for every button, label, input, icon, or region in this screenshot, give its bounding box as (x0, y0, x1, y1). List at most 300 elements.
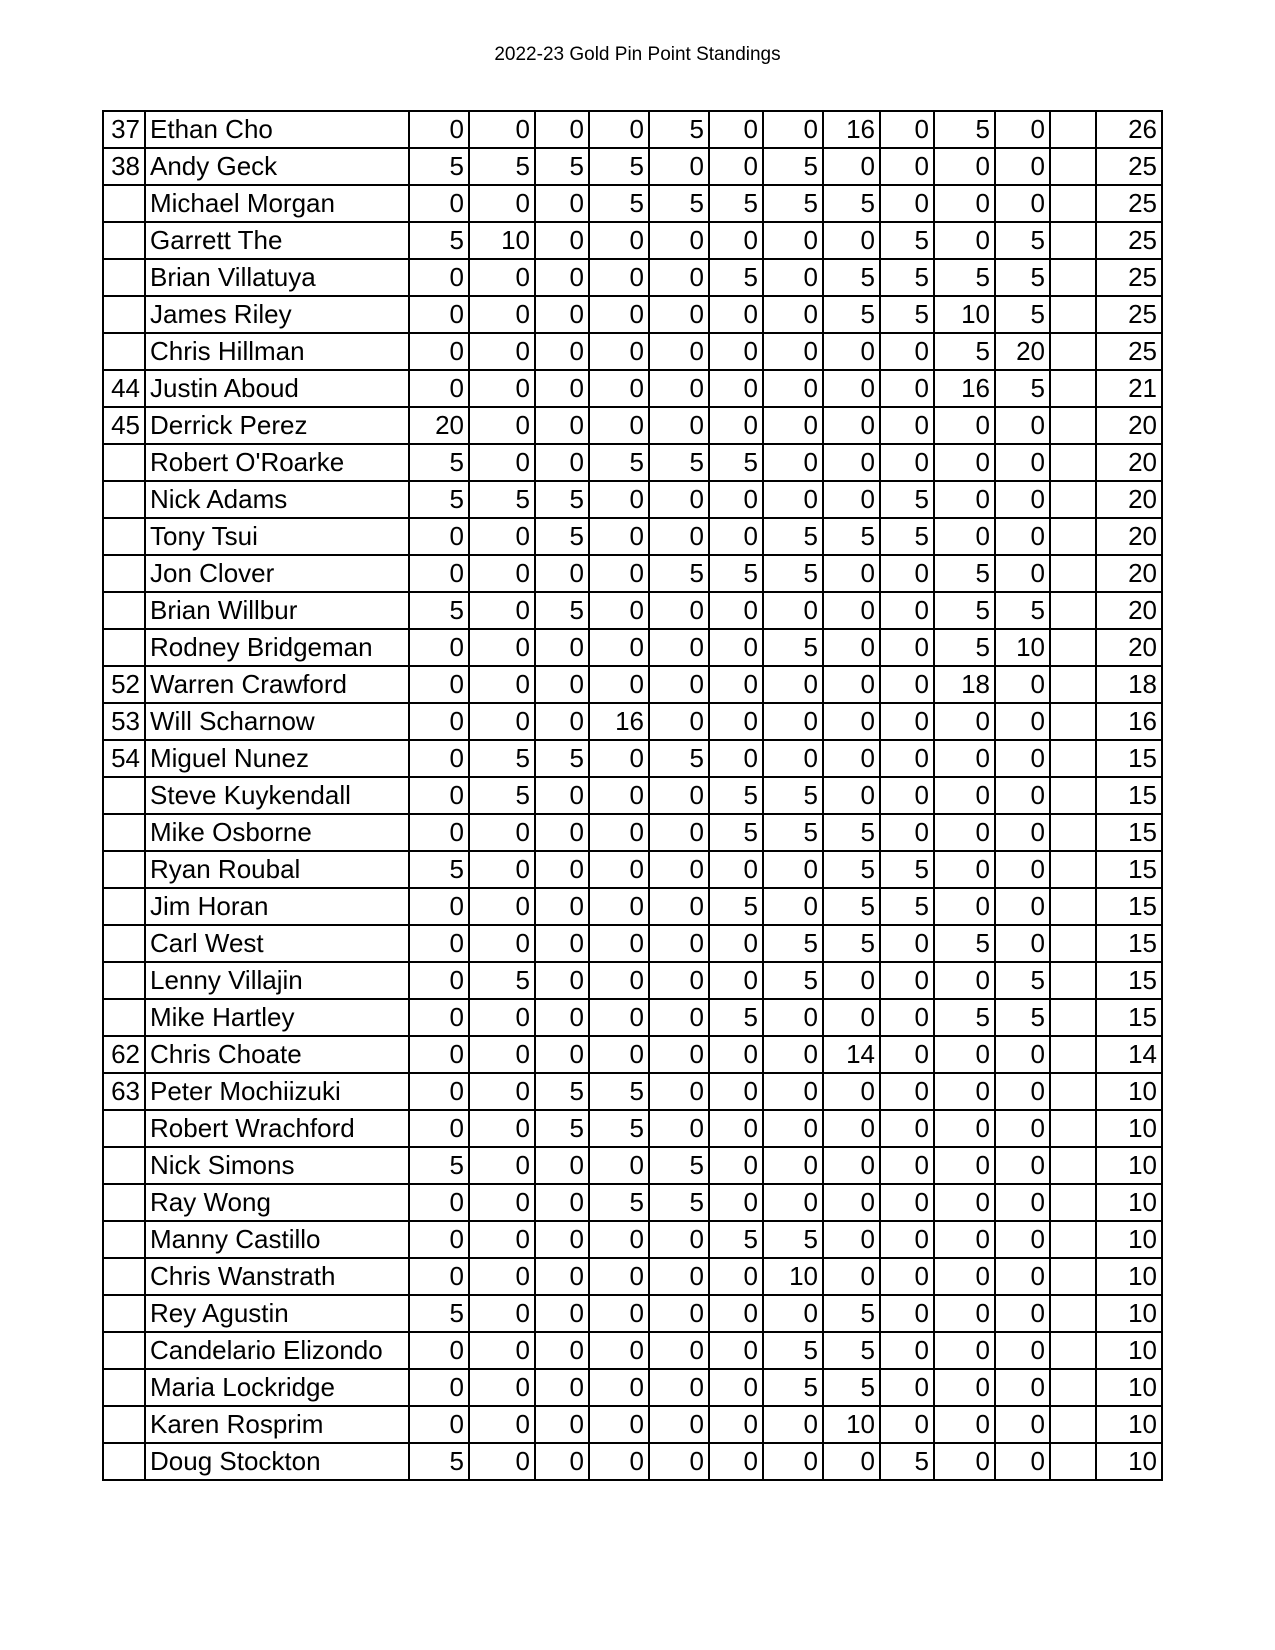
event-points-cell: 0 (823, 148, 880, 185)
event-points-cell: 0 (995, 1073, 1050, 1110)
event-points-cell: 0 (880, 407, 934, 444)
event-points-cell: 0 (823, 407, 880, 444)
table-row (103, 814, 1162, 851)
event-points-cell: 0 (880, 1258, 934, 1295)
rank-cell: 37 (103, 111, 145, 148)
event-points-cell: 5 (995, 592, 1050, 629)
event-points-cell: 0 (649, 1221, 709, 1258)
event-points-cell: 0 (649, 333, 709, 370)
rank-cell: 38 (103, 148, 145, 185)
blank-cell (1050, 481, 1096, 518)
total-points-cell: 15 (1096, 925, 1162, 962)
event-points-cell: 5 (763, 629, 823, 666)
event-points-cell: 0 (535, 444, 589, 481)
event-points-cell: 0 (934, 1221, 995, 1258)
event-points-cell: 0 (649, 1258, 709, 1295)
rank-cell (103, 555, 145, 592)
event-points-cell: 0 (880, 999, 934, 1036)
event-points-cell: 0 (823, 1258, 880, 1295)
event-points-cell: 0 (934, 814, 995, 851)
event-points-cell: 0 (934, 1147, 995, 1184)
event-points-cell: 0 (880, 1110, 934, 1147)
event-points-cell: 5 (880, 481, 934, 518)
event-points-cell: 0 (649, 222, 709, 259)
blank-cell (1050, 962, 1096, 999)
event-points-cell: 0 (709, 1332, 763, 1369)
event-points-cell: 5 (649, 1184, 709, 1221)
event-points-cell: 0 (709, 666, 763, 703)
total-points-cell: 20 (1096, 629, 1162, 666)
bowler-name-cell: Tony Tsui (145, 518, 409, 555)
event-points-cell: 0 (709, 407, 763, 444)
event-points-cell: 0 (535, 185, 589, 222)
event-points-cell: 5 (409, 592, 469, 629)
table-row (103, 1073, 1162, 1110)
table-row (103, 666, 1162, 703)
total-points-cell: 15 (1096, 851, 1162, 888)
event-points-cell: 0 (995, 1295, 1050, 1332)
standings-body (103, 111, 1162, 1480)
event-points-cell: 0 (589, 1221, 649, 1258)
event-points-cell: 0 (823, 629, 880, 666)
event-points-cell: 5 (535, 740, 589, 777)
event-points-cell: 0 (934, 703, 995, 740)
event-points-cell: 0 (709, 370, 763, 407)
event-points-cell: 0 (535, 111, 589, 148)
total-points-cell: 10 (1096, 1184, 1162, 1221)
bowler-name-cell: Mike Hartley (145, 999, 409, 1036)
event-points-cell: 0 (763, 1184, 823, 1221)
event-points-cell: 5 (709, 185, 763, 222)
rank-cell (103, 1184, 145, 1221)
event-points-cell: 0 (995, 1221, 1050, 1258)
event-points-cell: 5 (763, 814, 823, 851)
event-points-cell: 0 (880, 148, 934, 185)
event-points-cell: 0 (535, 888, 589, 925)
table-row (103, 1295, 1162, 1332)
event-points-cell: 0 (589, 222, 649, 259)
total-points-cell: 26 (1096, 111, 1162, 148)
event-points-cell: 0 (535, 1221, 589, 1258)
bowler-name-cell: Miguel Nunez (145, 740, 409, 777)
event-points-cell: 0 (589, 888, 649, 925)
event-points-cell: 0 (469, 888, 535, 925)
event-points-cell: 5 (535, 592, 589, 629)
blank-cell (1050, 555, 1096, 592)
event-points-cell: 0 (709, 1073, 763, 1110)
event-points-cell: 0 (995, 148, 1050, 185)
event-points-cell: 0 (469, 851, 535, 888)
blank-cell (1050, 851, 1096, 888)
event-points-cell: 0 (823, 333, 880, 370)
event-points-cell: 0 (409, 1221, 469, 1258)
event-points-cell: 0 (649, 1406, 709, 1443)
event-points-cell: 5 (589, 444, 649, 481)
blank-cell (1050, 296, 1096, 333)
event-points-cell: 0 (880, 1184, 934, 1221)
bowler-name-cell: Robert Wrachford (145, 1110, 409, 1147)
event-points-cell: 5 (535, 518, 589, 555)
event-points-cell: 0 (589, 740, 649, 777)
event-points-cell: 0 (763, 740, 823, 777)
event-points-cell: 0 (649, 259, 709, 296)
event-points-cell: 0 (409, 370, 469, 407)
table-row (103, 1184, 1162, 1221)
event-points-cell: 5 (995, 370, 1050, 407)
event-points-cell: 0 (880, 703, 934, 740)
event-points-cell: 0 (880, 1073, 934, 1110)
event-points-cell: 0 (880, 370, 934, 407)
event-points-cell: 5 (823, 851, 880, 888)
event-points-cell: 0 (409, 259, 469, 296)
event-points-cell: 0 (409, 296, 469, 333)
event-points-cell: 0 (823, 555, 880, 592)
event-points-cell: 0 (709, 1147, 763, 1184)
blank-cell (1050, 1258, 1096, 1295)
event-points-cell: 0 (649, 1295, 709, 1332)
event-points-cell: 0 (649, 1073, 709, 1110)
event-points-cell: 0 (995, 555, 1050, 592)
bowler-name-cell: Doug Stockton (145, 1443, 409, 1480)
blank-cell (1050, 666, 1096, 703)
total-points-cell: 10 (1096, 1258, 1162, 1295)
event-points-cell: 16 (589, 703, 649, 740)
event-points-cell: 0 (409, 1369, 469, 1406)
blank-cell (1050, 148, 1096, 185)
event-points-cell: 0 (934, 407, 995, 444)
event-points-cell: 0 (880, 1221, 934, 1258)
event-points-cell: 0 (934, 777, 995, 814)
event-points-cell: 0 (763, 851, 823, 888)
event-points-cell: 0 (409, 1073, 469, 1110)
event-points-cell: 0 (409, 555, 469, 592)
total-points-cell: 25 (1096, 222, 1162, 259)
total-points-cell: 10 (1096, 1221, 1162, 1258)
table-row (103, 333, 1162, 370)
event-points-cell: 0 (535, 1443, 589, 1480)
event-points-cell: 0 (469, 555, 535, 592)
event-points-cell: 0 (880, 1406, 934, 1443)
event-points-cell: 0 (709, 481, 763, 518)
event-points-cell: 5 (409, 1295, 469, 1332)
event-points-cell: 5 (469, 148, 535, 185)
rank-cell: 52 (103, 666, 145, 703)
event-points-cell: 5 (880, 888, 934, 925)
event-points-cell: 5 (823, 1369, 880, 1406)
event-points-cell: 0 (934, 962, 995, 999)
blank-cell (1050, 777, 1096, 814)
event-points-cell: 5 (649, 740, 709, 777)
event-points-cell: 0 (469, 925, 535, 962)
event-points-cell: 0 (763, 888, 823, 925)
event-points-cell: 0 (649, 629, 709, 666)
event-points-cell: 0 (995, 1036, 1050, 1073)
bowler-name-cell: Brian Villatuya (145, 259, 409, 296)
bowler-name-cell: Maria Lockridge (145, 1369, 409, 1406)
event-points-cell: 0 (709, 1443, 763, 1480)
table-row (103, 444, 1162, 481)
event-points-cell: 0 (589, 1443, 649, 1480)
bowler-name-cell: Karen Rosprim (145, 1406, 409, 1443)
event-points-cell: 5 (763, 185, 823, 222)
table-row (103, 518, 1162, 555)
table-row (103, 888, 1162, 925)
bowler-name-cell: Jim Horan (145, 888, 409, 925)
event-points-cell: 0 (823, 1073, 880, 1110)
event-points-cell: 0 (469, 1073, 535, 1110)
total-points-cell: 20 (1096, 592, 1162, 629)
event-points-cell: 0 (995, 185, 1050, 222)
event-points-cell: 0 (589, 518, 649, 555)
event-points-cell: 0 (823, 1147, 880, 1184)
event-points-cell: 0 (649, 370, 709, 407)
event-points-cell: 5 (469, 777, 535, 814)
event-points-cell: 5 (709, 999, 763, 1036)
event-points-cell: 0 (589, 555, 649, 592)
event-points-cell: 0 (589, 962, 649, 999)
event-points-cell: 0 (649, 703, 709, 740)
table-row (103, 703, 1162, 740)
event-points-cell: 5 (995, 962, 1050, 999)
event-points-cell: 5 (880, 518, 934, 555)
event-points-cell: 0 (535, 1406, 589, 1443)
bowler-name-cell: Will Scharnow (145, 703, 409, 740)
event-points-cell: 0 (409, 1184, 469, 1221)
event-points-cell: 5 (469, 481, 535, 518)
event-points-cell: 0 (709, 851, 763, 888)
event-points-cell: 0 (409, 1036, 469, 1073)
event-points-cell: 0 (535, 296, 589, 333)
event-points-cell: 0 (823, 1221, 880, 1258)
event-points-cell: 0 (709, 629, 763, 666)
bowler-name-cell: Brian Willbur (145, 592, 409, 629)
event-points-cell: 0 (934, 444, 995, 481)
bowler-name-cell: Rey Agustin (145, 1295, 409, 1332)
event-points-cell: 0 (469, 1184, 535, 1221)
total-points-cell: 18 (1096, 666, 1162, 703)
rank-cell (103, 1258, 145, 1295)
event-points-cell: 5 (535, 481, 589, 518)
event-points-cell: 0 (469, 814, 535, 851)
event-points-cell: 0 (880, 777, 934, 814)
event-points-cell: 20 (995, 333, 1050, 370)
event-points-cell: 0 (409, 1332, 469, 1369)
event-points-cell: 0 (649, 999, 709, 1036)
event-points-cell: 0 (535, 925, 589, 962)
event-points-cell: 0 (409, 814, 469, 851)
bowler-name-cell: Chris Hillman (145, 333, 409, 370)
event-points-cell: 0 (409, 777, 469, 814)
event-points-cell: 0 (649, 481, 709, 518)
event-points-cell: 0 (469, 1258, 535, 1295)
table-row (103, 370, 1162, 407)
event-points-cell: 0 (535, 555, 589, 592)
event-points-cell: 0 (649, 407, 709, 444)
event-points-cell: 0 (823, 740, 880, 777)
table-row (103, 851, 1162, 888)
rank-cell (103, 1332, 145, 1369)
event-points-cell: 0 (469, 1443, 535, 1480)
event-points-cell: 0 (763, 592, 823, 629)
event-points-cell: 5 (649, 555, 709, 592)
event-points-cell: 5 (934, 333, 995, 370)
event-points-cell: 0 (589, 259, 649, 296)
bowler-name-cell: Manny Castillo (145, 1221, 409, 1258)
event-points-cell: 5 (934, 592, 995, 629)
total-points-cell: 10 (1096, 1073, 1162, 1110)
event-points-cell: 0 (995, 1369, 1050, 1406)
event-points-cell: 0 (535, 1295, 589, 1332)
event-points-cell: 0 (995, 518, 1050, 555)
event-points-cell: 0 (535, 777, 589, 814)
event-points-cell: 0 (823, 481, 880, 518)
event-points-cell: 0 (880, 925, 934, 962)
event-points-cell: 0 (649, 888, 709, 925)
blank-cell (1050, 444, 1096, 481)
event-points-cell: 0 (535, 1369, 589, 1406)
event-points-cell: 0 (880, 1295, 934, 1332)
event-points-cell: 0 (880, 1332, 934, 1369)
rank-cell: 54 (103, 740, 145, 777)
event-points-cell: 0 (709, 222, 763, 259)
event-points-cell: 0 (409, 185, 469, 222)
total-points-cell: 10 (1096, 1406, 1162, 1443)
event-points-cell: 0 (535, 851, 589, 888)
event-points-cell: 0 (469, 518, 535, 555)
event-points-cell: 0 (995, 777, 1050, 814)
event-points-cell: 0 (535, 1147, 589, 1184)
bowler-name-cell: Nick Simons (145, 1147, 409, 1184)
event-points-cell: 5 (709, 814, 763, 851)
event-points-cell: 0 (823, 222, 880, 259)
event-points-cell: 5 (409, 444, 469, 481)
event-points-cell: 0 (649, 1369, 709, 1406)
event-points-cell: 0 (763, 1406, 823, 1443)
event-points-cell: 0 (589, 777, 649, 814)
total-points-cell: 20 (1096, 407, 1162, 444)
rank-cell (103, 185, 145, 222)
event-points-cell: 0 (589, 296, 649, 333)
rank-cell (103, 999, 145, 1036)
event-points-cell: 0 (823, 370, 880, 407)
event-points-cell: 5 (880, 259, 934, 296)
event-points-cell: 0 (409, 888, 469, 925)
bowler-name-cell: Ryan Roubal (145, 851, 409, 888)
event-points-cell: 10 (469, 222, 535, 259)
event-points-cell: 0 (535, 1184, 589, 1221)
event-points-cell: 5 (763, 1221, 823, 1258)
event-points-cell: 0 (880, 185, 934, 222)
event-points-cell: 5 (763, 1332, 823, 1369)
total-points-cell: 20 (1096, 555, 1162, 592)
event-points-cell: 0 (409, 333, 469, 370)
rank-cell (103, 814, 145, 851)
event-points-cell: 20 (409, 407, 469, 444)
event-points-cell: 0 (589, 592, 649, 629)
event-points-cell: 5 (934, 555, 995, 592)
event-points-cell: 0 (535, 814, 589, 851)
event-points-cell: 0 (469, 296, 535, 333)
event-points-cell: 0 (535, 1258, 589, 1295)
event-points-cell: 0 (823, 592, 880, 629)
event-points-cell: 5 (823, 185, 880, 222)
event-points-cell: 0 (995, 703, 1050, 740)
blank-cell (1050, 925, 1096, 962)
event-points-cell: 0 (763, 111, 823, 148)
blank-cell (1050, 518, 1096, 555)
event-points-cell: 0 (823, 1110, 880, 1147)
event-points-cell: 0 (995, 1332, 1050, 1369)
event-points-cell: 5 (709, 777, 763, 814)
bowler-name-cell: Steve Kuykendall (145, 777, 409, 814)
event-points-cell: 0 (409, 962, 469, 999)
event-points-cell: 0 (469, 1369, 535, 1406)
event-points-cell: 5 (709, 888, 763, 925)
event-points-cell: 5 (934, 259, 995, 296)
event-points-cell: 0 (763, 1110, 823, 1147)
table-row (103, 296, 1162, 333)
event-points-cell: 0 (995, 888, 1050, 925)
event-points-cell: 0 (934, 1110, 995, 1147)
event-points-cell: 5 (709, 1221, 763, 1258)
bowler-name-cell: Carl West (145, 925, 409, 962)
event-points-cell: 0 (535, 370, 589, 407)
event-points-cell: 0 (409, 666, 469, 703)
event-points-cell: 0 (589, 851, 649, 888)
event-points-cell: 5 (823, 1332, 880, 1369)
event-points-cell: 5 (995, 999, 1050, 1036)
event-points-cell: 0 (535, 999, 589, 1036)
event-points-cell: 0 (880, 333, 934, 370)
blank-cell (1050, 1295, 1096, 1332)
event-points-cell: 0 (535, 1036, 589, 1073)
table-row (103, 592, 1162, 629)
blank-cell (1050, 222, 1096, 259)
event-points-cell: 0 (649, 1110, 709, 1147)
event-points-cell: 18 (934, 666, 995, 703)
event-points-cell: 0 (709, 1036, 763, 1073)
event-points-cell: 0 (649, 518, 709, 555)
blank-cell (1050, 407, 1096, 444)
event-points-cell: 0 (589, 481, 649, 518)
event-points-cell: 5 (535, 1110, 589, 1147)
event-points-cell: 0 (823, 1184, 880, 1221)
event-points-cell: 0 (709, 1369, 763, 1406)
event-points-cell: 0 (409, 518, 469, 555)
table-row (103, 555, 1162, 592)
blank-cell (1050, 1332, 1096, 1369)
event-points-cell: 0 (409, 703, 469, 740)
event-points-cell: 0 (995, 1443, 1050, 1480)
event-points-cell: 0 (589, 1258, 649, 1295)
event-points-cell: 5 (469, 962, 535, 999)
rank-cell: 45 (103, 407, 145, 444)
total-points-cell: 25 (1096, 296, 1162, 333)
event-points-cell: 0 (995, 444, 1050, 481)
event-points-cell: 16 (823, 111, 880, 148)
event-points-cell: 5 (409, 851, 469, 888)
bowler-name-cell: Candelario Elizondo (145, 1332, 409, 1369)
table-row (103, 148, 1162, 185)
rank-cell (103, 1295, 145, 1332)
event-points-cell: 0 (709, 1258, 763, 1295)
bowler-name-cell: Ray Wong (145, 1184, 409, 1221)
event-points-cell: 0 (535, 407, 589, 444)
event-points-cell: 5 (823, 259, 880, 296)
event-points-cell: 0 (469, 1332, 535, 1369)
blank-cell (1050, 259, 1096, 296)
table-row (103, 1406, 1162, 1443)
